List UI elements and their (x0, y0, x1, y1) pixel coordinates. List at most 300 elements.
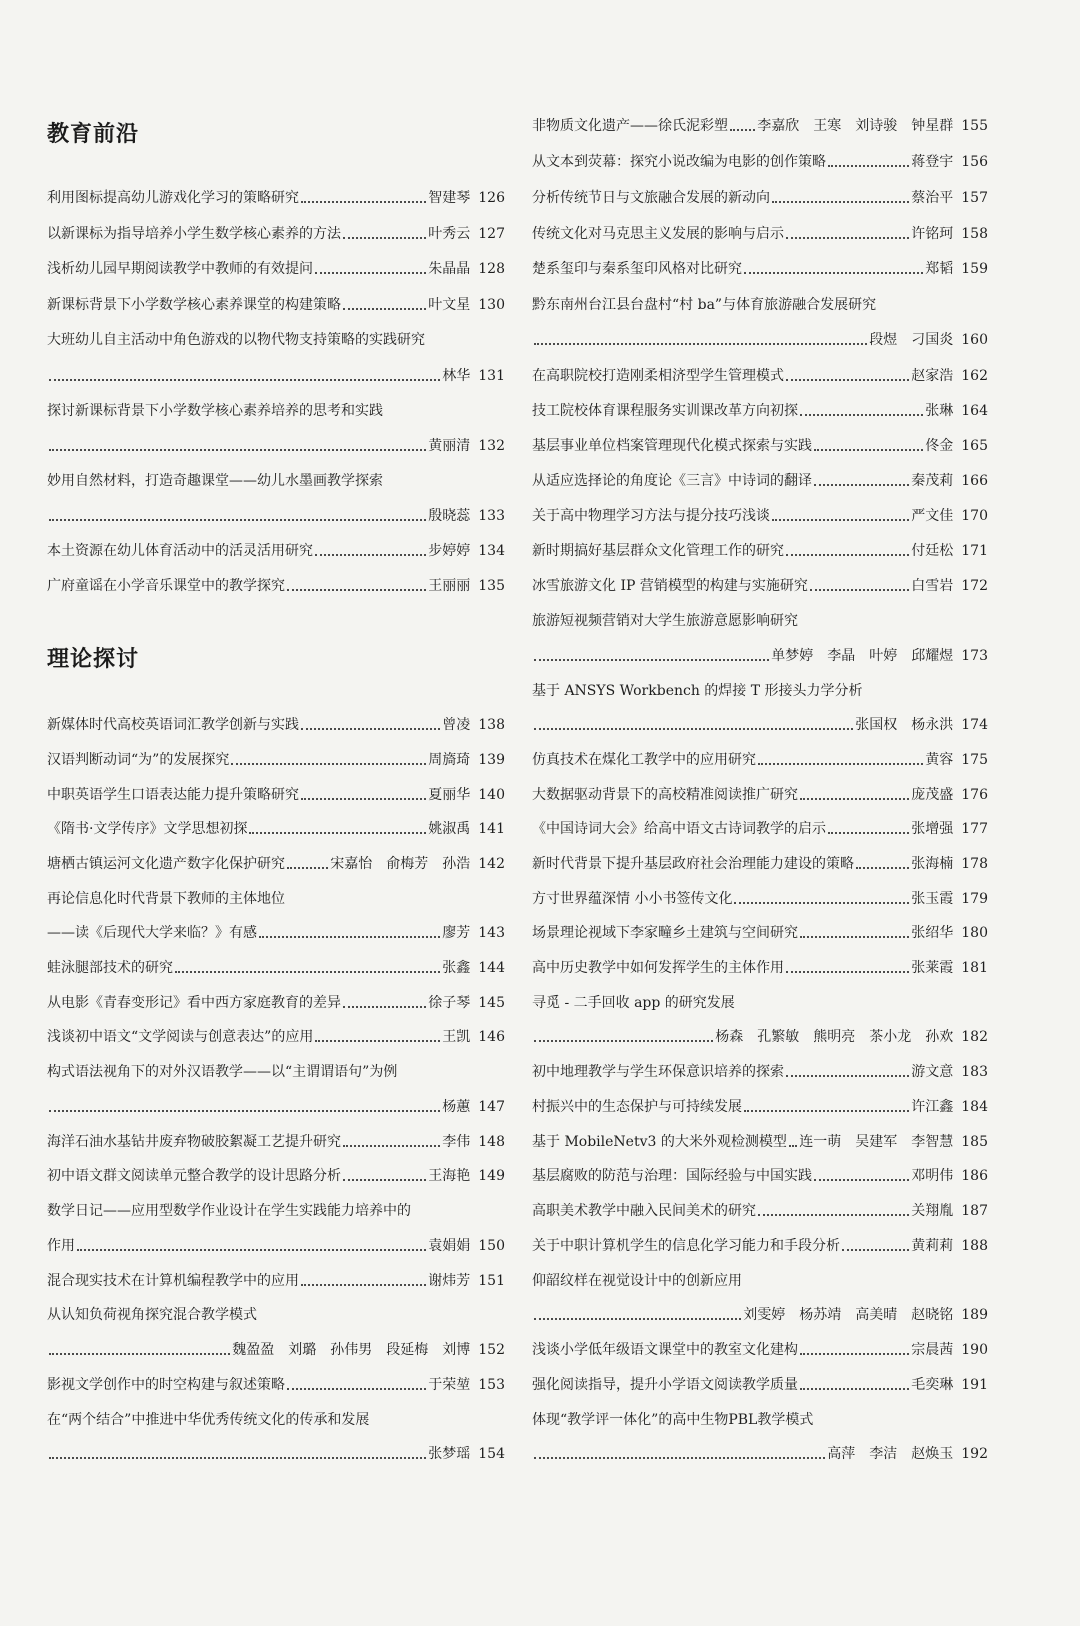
entry-author: 毛奕琳 (911, 1377, 954, 1393)
entry-title: 海洋石油水基钻井废弃物破胶絮凝工艺提升研究 (47, 1134, 341, 1150)
entry-title: 基于 MobileNetv3 的大米外观检测模型 (532, 1134, 787, 1150)
entry-author: 单梦婷 李晶 叶婷 邱耀煜 (771, 648, 954, 664)
entry-author: 蒋登宇 (911, 154, 954, 170)
entry-author: 林华 (442, 368, 471, 384)
entry-title: 大数据驱动背景下的高校精准阅读推广研究 (532, 787, 798, 803)
toc-entry[interactable] (532, 1198, 988, 1220)
dot-leader (772, 201, 909, 203)
entry-author: 朱晶晶 (428, 261, 471, 277)
entry-author: 张梦瑶 (428, 1446, 471, 1462)
entry-page-number: 184 (961, 1099, 988, 1115)
entry-author: 张莱霞 (911, 960, 954, 976)
entry-title: 以新课标为指导培养小学生数学核心素养的方法 (47, 226, 341, 242)
entry-title: 旅游短视频营销对大学生旅游意愿影响研究 (532, 613, 798, 629)
entry-author: 游文意 (911, 1064, 954, 1080)
entry-page-number: 157 (961, 190, 988, 206)
toc-entry[interactable] (532, 990, 988, 1012)
entry-page-number: 141 (478, 821, 505, 837)
entry-author: 刘雯婷 杨苏靖 高美晴 赵晓铭 (743, 1307, 954, 1323)
entry-title: 塘栖古镇运河文化遗产数字化保护研究 (47, 856, 285, 872)
entry-title: 关于中职计算机学生的信息化学习能力和手段分析 (532, 1238, 840, 1254)
dot-leader (800, 414, 923, 416)
entry-author: 张海楠 (911, 856, 954, 872)
entry-page-number: 126 (478, 190, 505, 206)
dot-leader (287, 589, 426, 591)
dot-leader (534, 1318, 741, 1320)
entry-page-number: 177 (961, 821, 988, 837)
dot-leader (534, 1040, 713, 1042)
dot-leader (231, 763, 426, 765)
entry-author: 李伟 (442, 1134, 471, 1150)
toc-entry[interactable] (532, 678, 988, 700)
dot-leader (343, 237, 426, 239)
entry-page-number: 179 (961, 891, 988, 907)
entry-title: 中职英语学生口语表达能力提升策略研究 (47, 787, 299, 803)
entry-page-number: 142 (478, 856, 505, 872)
dot-leader (301, 1284, 426, 1286)
entry-page-number: 155 (961, 118, 988, 134)
entry-title: 基层腐败的防范与治理：国际经验与中国实践 (532, 1168, 812, 1184)
toc-entry[interactable] (47, 327, 505, 349)
toc-entry[interactable] (47, 256, 505, 278)
entry-title: 作用 (47, 1238, 75, 1254)
entry-author: 殷晓蕊 (428, 508, 471, 524)
entry-title: 仿真技术在煤化工教学中的应用研究 (532, 752, 756, 768)
entry-author: 王丽丽 (428, 578, 471, 594)
toc-entry[interactable] (47, 747, 505, 769)
entry-author: 连一萌 吴建军 李智慧 (799, 1134, 954, 1150)
entry-page-number: 166 (961, 473, 988, 489)
dot-leader (800, 1388, 909, 1390)
dot-leader (287, 1388, 426, 1390)
dot-leader (259, 936, 440, 938)
entry-author: 叶文星 (428, 297, 471, 313)
entry-author: 廖芳 (442, 925, 471, 941)
entry-title: 关于高中物理学习方法与提分技巧浅谈 (532, 508, 770, 524)
toc-entry[interactable] (532, 327, 988, 349)
toc-entry[interactable] (47, 1372, 505, 1394)
entry-author: 关翔胤 (911, 1203, 954, 1219)
entry-page-number: 158 (961, 226, 988, 242)
entry-title: 黔东南州台江县台盘村“村 ba”与体育旅游融合发展研究 (532, 297, 877, 313)
dot-leader (744, 1110, 909, 1112)
entry-title: 非物质文化遗产——徐氏泥彩塑 (532, 118, 728, 134)
entry-author: 叶秀云 (428, 226, 471, 242)
toc-entry[interactable] (532, 955, 988, 977)
dot-leader (49, 1457, 426, 1459)
toc-entry[interactable] (47, 851, 505, 873)
entry-author: 张琳 (925, 403, 954, 419)
dot-leader (49, 1110, 440, 1112)
toc-entry[interactable] (47, 1337, 505, 1359)
dot-leader (315, 272, 426, 274)
entry-title: 广府童谣在小学音乐课堂中的教学探究 (47, 578, 285, 594)
toc-entry[interactable] (47, 1129, 505, 1151)
entry-title: 强化阅读指导，提升小学语文阅读教学质量 (532, 1377, 798, 1393)
toc-entry[interactable] (532, 1163, 988, 1185)
entry-author: 黄莉莉 (911, 1238, 954, 1254)
toc-entry[interactable] (47, 1302, 505, 1324)
toc-entry[interactable] (47, 955, 505, 977)
dot-leader (772, 519, 909, 521)
dot-leader (315, 1040, 440, 1042)
toc-entry[interactable] (532, 886, 988, 908)
toc-entry[interactable] (532, 608, 988, 630)
dot-leader (789, 1145, 797, 1147)
dot-leader (810, 589, 909, 591)
entry-page-number: 144 (478, 960, 505, 976)
dot-leader (175, 971, 440, 973)
dot-leader (315, 554, 426, 556)
entry-page-number: 148 (478, 1134, 505, 1150)
toc-entry[interactable] (47, 1059, 505, 1081)
dot-leader (828, 832, 909, 834)
entry-author: 徐子琴 (428, 995, 471, 1011)
toc-entry[interactable] (47, 1441, 505, 1463)
entry-page-number: 172 (961, 578, 988, 594)
entry-page-number: 143 (478, 925, 505, 941)
entry-page-number: 180 (961, 925, 988, 941)
entry-title: ——读《后现代大学来临？》有感 (47, 925, 257, 941)
entry-author: 杨蕙 (442, 1099, 471, 1115)
entry-title: 浅谈小学低年级语文课堂中的教室文化建构 (532, 1342, 798, 1358)
entry-author: 王凯 (442, 1029, 471, 1045)
dot-leader (758, 1214, 909, 1216)
entry-page-number: 183 (961, 1064, 988, 1080)
toc-entry[interactable] (532, 256, 988, 278)
entry-page-number: 185 (961, 1134, 988, 1150)
entry-title: 蛙泳腿部技术的研究 (47, 960, 173, 976)
entry-page-number: 152 (478, 1342, 505, 1358)
toc-entry[interactable] (47, 1163, 505, 1185)
toc-entry[interactable] (532, 712, 988, 734)
entry-title: 从适应选择论的角度论《三言》中诗词的翻译 (532, 473, 812, 489)
entry-author: 谢炜芳 (428, 1273, 471, 1289)
toc-entry[interactable] (532, 782, 988, 804)
entry-title: 初中语文群文阅读单元整合教学的设计思路分析 (47, 1168, 341, 1184)
dot-leader (343, 1145, 440, 1147)
dot-leader (49, 519, 426, 521)
entry-title: 传统文化对马克思主义发展的影响与启示 (532, 226, 784, 242)
entry-page-number: 165 (961, 438, 988, 454)
entry-title: 在高职院校打造刚柔相济型学生管理模式 (532, 368, 784, 384)
entry-page-number: 159 (961, 261, 988, 277)
toc-entry[interactable] (532, 1407, 988, 1429)
dot-leader (343, 1179, 426, 1181)
entry-author: 张国权 杨永洪 (855, 717, 954, 733)
entry-author: 于荣堃 (428, 1377, 471, 1393)
entry-author: 严文佳 (911, 508, 954, 524)
entry-title: 混合现实技术在计算机编程教学中的应用 (47, 1273, 299, 1289)
entry-author: 许江鑫 (911, 1099, 954, 1115)
toc-entry[interactable] (532, 113, 988, 135)
toc-entry[interactable] (47, 468, 505, 490)
entry-page-number: 130 (478, 297, 505, 313)
entry-title: 妙用自然材料，打造奇趣课堂——幼儿水墨画教学探索 (47, 473, 383, 489)
toc-entry[interactable] (47, 221, 505, 243)
dot-leader (301, 201, 426, 203)
toc-entry[interactable] (47, 1407, 505, 1429)
entry-author: 邓明伟 (911, 1168, 954, 1184)
entry-page-number: 138 (478, 717, 505, 733)
dot-leader (786, 971, 909, 973)
dot-leader (828, 165, 909, 167)
entry-title: 高中历史教学中如何发挥学生的主体作用 (532, 960, 784, 976)
entry-title: 方寸世界蕴深情 小小书签传文化 (532, 891, 733, 907)
entry-page-number: 192 (961, 1446, 988, 1462)
dot-leader (734, 902, 909, 904)
toc-entry[interactable] (532, 1441, 988, 1463)
entry-page-number: 162 (961, 368, 988, 384)
entry-title: 数学日记——应用型数学作业设计在学生实践能力培养中的 (47, 1203, 411, 1219)
entry-author: 李嘉欣 王寒 刘诗骏 钟星群 (757, 118, 954, 134)
entry-author: 姚淑禹 (428, 821, 471, 837)
entry-title: 基于 ANSYS Workbench 的焊接 T 形接头力学分析 (532, 683, 863, 699)
toc-entry[interactable] (47, 1233, 505, 1255)
toc-entry[interactable] (47, 292, 505, 314)
entry-title: 技工院校体育课程服务实训课改革方向初探 (532, 403, 798, 419)
toc-entry[interactable] (532, 1094, 988, 1116)
dot-leader (786, 379, 909, 381)
entry-title: 《中国诗词大会》给高中语文古诗词教学的启示 (532, 821, 826, 837)
entry-page-number: 149 (478, 1168, 505, 1184)
dot-leader (744, 272, 923, 274)
dot-leader (534, 659, 769, 661)
section-heading: 理论探讨 (47, 647, 140, 672)
entry-author: 许铭珂 (911, 226, 954, 242)
toc-entry[interactable] (532, 1337, 988, 1359)
toc-entry[interactable] (532, 1233, 988, 1255)
toc-entry[interactable] (532, 185, 988, 207)
dot-leader (49, 379, 440, 381)
toc-entry[interactable] (47, 1094, 505, 1116)
entry-title: 汉语判断动词“为”的发展探究 (47, 752, 230, 768)
entry-page-number: 147 (478, 1099, 505, 1115)
toc-entry[interactable] (47, 503, 505, 525)
entry-page-number: 139 (478, 752, 505, 768)
toc-entry[interactable] (532, 1268, 988, 1290)
toc-entry[interactable] (532, 398, 988, 420)
toc-entry[interactable] (532, 503, 988, 525)
entry-author: 庞茂盛 (911, 787, 954, 803)
entry-page-number: 175 (961, 752, 988, 768)
dot-leader (49, 1353, 230, 1355)
entry-author: 张鑫 (442, 960, 471, 976)
section-heading: 教育前沿 (47, 122, 140, 147)
toc-entry[interactable] (532, 643, 988, 665)
entry-author: 杨森 孔繁敏 熊明亮 茶小龙 孙欢 (715, 1029, 954, 1045)
toc-entry[interactable] (47, 1268, 505, 1290)
entry-title: 从认知负荷视角探究混合教学模式 (47, 1307, 257, 1323)
entry-page-number: 134 (478, 543, 505, 559)
entry-page-number: 182 (961, 1029, 988, 1045)
toc-entry[interactable] (532, 433, 988, 455)
entry-title: 从文本到荧幕：探究小说改编为电影的创作策略 (532, 154, 826, 170)
toc-entry[interactable] (532, 1372, 988, 1394)
entry-title: 浅析幼儿园早期阅读教学中教师的有效提问 (47, 261, 313, 277)
dot-leader (49, 449, 426, 451)
entry-page-number: 153 (478, 1377, 505, 1393)
entry-page-number: 132 (478, 438, 505, 454)
toc-entry[interactable] (47, 712, 505, 734)
toc-entry[interactable] (532, 573, 988, 595)
toc-entry[interactable] (47, 920, 505, 942)
entry-page-number: 173 (961, 648, 988, 664)
entry-author: 王海艳 (428, 1168, 471, 1184)
entry-title: 分析传统节日与文旅融合发展的新动向 (532, 190, 770, 206)
toc-entry[interactable] (532, 149, 988, 171)
entry-page-number: 154 (478, 1446, 505, 1462)
entry-title: 基层事业单位档案管理现代化模式探索与实践 (532, 438, 812, 454)
toc-entry[interactable] (532, 851, 988, 873)
toc-entry[interactable] (532, 1302, 988, 1324)
entry-title: 仰韶纹样在视觉设计中的创新应用 (532, 1273, 742, 1289)
entry-page-number: 188 (961, 1238, 988, 1254)
dot-leader (786, 237, 909, 239)
entry-page-number: 164 (961, 403, 988, 419)
toc-entry[interactable] (532, 920, 988, 942)
entry-page-number: 170 (961, 508, 988, 524)
entry-page-number: 187 (961, 1203, 988, 1219)
entry-title: 村振兴中的生态保护与可持续发展 (532, 1099, 742, 1115)
entry-title: 浅谈初中语文“文学阅读与创意表达”的应用 (47, 1029, 314, 1045)
entry-author: 蔡治平 (911, 190, 954, 206)
entry-page-number: 156 (961, 154, 988, 170)
entry-title: 大班幼儿自主活动中角色游戏的以物代物支持策略的实践研究 (47, 332, 425, 348)
toc-entry[interactable] (532, 816, 988, 838)
dot-leader (77, 1249, 426, 1251)
entry-author: 白雪岩 (911, 578, 954, 594)
dot-leader (814, 449, 923, 451)
entry-author: 黄容 (925, 752, 954, 768)
dot-leader (800, 1353, 909, 1355)
entry-author: 赵家浩 (911, 368, 954, 384)
entry-author: 张绍华 (911, 925, 954, 941)
toc-entry[interactable] (47, 363, 505, 385)
entry-title: 利用图标提高幼儿游戏化学习的策略研究 (47, 190, 299, 206)
entry-author: 佟金 (925, 438, 954, 454)
entry-page-number: 145 (478, 995, 505, 1011)
entry-author: 魏盈盈 刘璐 孙伟男 段延梅 刘博 (232, 1342, 471, 1358)
entry-title: 新媒体时代高校英语词汇教学创新与实践 (47, 717, 299, 733)
entry-author: 智建琴 (428, 190, 471, 206)
entry-title: 寻觅 - 二手回收 app 的研究发展 (532, 995, 735, 1011)
entry-page-number: 190 (961, 1342, 988, 1358)
entry-page-number: 131 (478, 368, 505, 384)
entry-title: 影视文学创作中的时空构建与叙述策略 (47, 1377, 285, 1393)
toc-entry[interactable] (47, 433, 505, 455)
entry-page-number: 151 (478, 1273, 505, 1289)
entry-author: 宗晨茜 (911, 1342, 954, 1358)
toc-entry[interactable] (532, 468, 988, 490)
toc-entry[interactable] (532, 538, 988, 560)
dot-leader (814, 1179, 909, 1181)
dot-leader (800, 798, 909, 800)
toc-entry[interactable] (47, 185, 505, 207)
entry-title: 初中地理教学与学生环保意识培养的探索 (532, 1064, 784, 1080)
entry-page-number: 189 (961, 1307, 988, 1323)
entry-page-number: 150 (478, 1238, 505, 1254)
entry-author: 夏丽华 (428, 787, 471, 803)
dot-leader (301, 728, 440, 730)
entry-page-number: 176 (961, 787, 988, 803)
toc-entry[interactable] (532, 1129, 988, 1151)
entry-page-number: 181 (961, 960, 988, 976)
entry-title: 从电影《青春变形记》看中西方家庭教育的差异 (47, 995, 341, 1011)
entry-author: 高萍 李洁 赵焕玉 (827, 1446, 954, 1462)
toc-entry[interactable] (47, 886, 505, 908)
toc-entry[interactable] (532, 747, 988, 769)
entry-title: 新课标背景下小学数学核心素养课堂的构建策略 (47, 297, 341, 313)
dot-leader (800, 936, 909, 938)
entry-author: 段煜 刁国炎 (869, 332, 954, 348)
toc-entry[interactable] (47, 782, 505, 804)
entry-author: 郑韬 (925, 261, 954, 277)
entry-title: 构式语法视角下的对外汉语教学——以“主谓谓语句”为例 (47, 1064, 398, 1080)
toc-entry[interactable] (47, 398, 505, 420)
toc-entry[interactable] (532, 292, 988, 314)
entry-title: 再论信息化时代背景下教师的主体地位 (47, 891, 285, 907)
toc-entry[interactable] (532, 1059, 988, 1081)
entry-title: 新时期搞好基层群众文化管理工作的研究 (532, 543, 784, 559)
entry-title: 在“两个结合”中推进中华优秀传统文化的传承和发展 (47, 1412, 370, 1428)
entry-page-number: 171 (961, 543, 988, 559)
toc-entry[interactable] (532, 221, 988, 243)
dot-leader (534, 1457, 825, 1459)
entry-author: 袁娟娟 (428, 1238, 471, 1254)
entry-author: 张玉霞 (911, 891, 954, 907)
dot-leader (249, 832, 426, 834)
entry-author: 宋嘉怡 俞梅芳 孙浩 (330, 856, 471, 872)
toc-entry[interactable] (47, 816, 505, 838)
entry-author: 付廷松 (911, 543, 954, 559)
dot-leader (343, 308, 426, 310)
toc-entry[interactable] (47, 573, 505, 595)
dot-leader (856, 867, 909, 869)
dot-leader (287, 867, 328, 869)
toc-entry[interactable] (532, 1024, 988, 1046)
toc-entry[interactable] (47, 990, 505, 1012)
entry-page-number: 178 (961, 856, 988, 872)
entry-page-number: 140 (478, 787, 505, 803)
dot-leader (730, 129, 755, 131)
toc-entry[interactable] (47, 538, 505, 560)
dot-leader (786, 1075, 909, 1077)
entry-title: 冰雪旅游文化 IP 营销模型的构建与实施研究 (532, 578, 808, 594)
entry-title: 高职美术教学中融入民间美术的研究 (532, 1203, 756, 1219)
entry-author: 周旖琦 (428, 752, 471, 768)
entry-page-number: 127 (478, 226, 505, 242)
entry-title: 楚系玺印与秦系玺印风格对比研究 (532, 261, 742, 277)
toc-entry[interactable] (47, 1024, 505, 1046)
toc-entry[interactable] (47, 1198, 505, 1220)
entry-title: 探讨新课标背景下小学数学核心素养培养的思考和实践 (47, 403, 383, 419)
entry-page-number: 174 (961, 717, 988, 733)
entry-page-number: 146 (478, 1029, 505, 1045)
entry-page-number: 128 (478, 261, 505, 277)
dot-leader (786, 554, 909, 556)
entry-page-number: 191 (961, 1377, 988, 1393)
dot-leader (534, 728, 853, 730)
entry-page-number: 135 (478, 578, 505, 594)
dot-leader (814, 484, 909, 486)
entry-title: 本土资源在幼儿体育活动中的活灵活用研究 (47, 543, 313, 559)
entry-author: 秦茂莉 (911, 473, 954, 489)
entry-author: 张增强 (911, 821, 954, 837)
dot-leader (534, 343, 867, 345)
entry-title: 新时代背景下提升基层政府社会治理能力建设的策略 (532, 856, 854, 872)
toc-entry[interactable] (532, 363, 988, 385)
